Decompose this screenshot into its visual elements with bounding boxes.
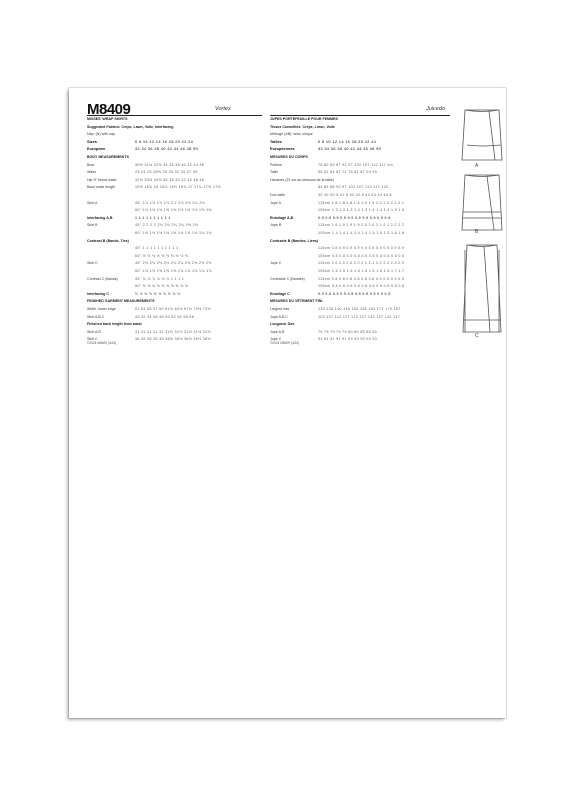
- row-values: 32 34 36 38 40 42 44 46 48 50: [135, 147, 199, 152]
- row-label: BODY MEASUREMENTS: [87, 155, 129, 159]
- row-label: Waist: [87, 170, 96, 175]
- row-values: 23 24 25 26½ 28 30 32 34 37 39: [135, 170, 198, 175]
- row-label: Skirt C: [87, 261, 98, 266]
- table-row: [87, 163, 272, 167]
- table-row: [87, 178, 272, 182]
- table-row: [87, 140, 272, 144]
- table-row: [87, 193, 272, 197]
- row-values: 1 1 1 1 1 1 1 1 1 1: [135, 215, 171, 220]
- row-label: Jupe A,B,C: [270, 314, 288, 319]
- table-row: [87, 117, 272, 121]
- row-label: MISSES' WRAP SKIRTS: [87, 117, 128, 121]
- table-row: [87, 307, 272, 311]
- row-values: 45" 1⅞ 1⅞ 1⅞ 1⅞ 2 2 2⅛ 2⅛ 2¼ 2¼: [135, 200, 206, 205]
- row-values: 60" 1⅝ 1⅝ 1⅝ 1⅝ 1⅝ 1¾ 1¾ 1¾ 1⅞ 1⅞: [135, 269, 212, 273]
- table-row: [87, 201, 272, 205]
- table-row: [270, 292, 455, 296]
- row-values: 60" 1½ 1½ 1½ 1½ 1½ 1⅝ 1⅝ 1⅝ 1¾ 1¾: [135, 231, 212, 235]
- table-row: [87, 132, 272, 136]
- table-row: [270, 147, 455, 151]
- row-label: Contrast B (Bands, Ties): [87, 238, 129, 243]
- table-row: [270, 170, 455, 174]
- row-values: 0.9 0.9 0.9 0.9 0.9 0.9 0.9 0.9 0.9 0.9: [318, 215, 391, 220]
- row-values: 6 8 10 12 14 16 18 20 22 24: [135, 139, 194, 144]
- figure-label-b: B: [475, 229, 479, 235]
- row-values: 31 31 31 31 31 31½ 31½ 31½ 31½ 31½: [135, 329, 211, 334]
- row-label: Dos-taille: [270, 193, 285, 197]
- row-values: 150cm 0.5 0.5 0.5 0.5 0.5 0.5 0.5 0.5 0.5 0.5: [318, 253, 405, 258]
- table-row: [87, 261, 272, 265]
- row-values: 6 8 10 12 14 16 18 20 22 24: [318, 139, 377, 144]
- table-row: [270, 193, 455, 197]
- table-row: [270, 284, 455, 288]
- row-label: Entoilage C: [270, 291, 290, 296]
- row-values: 45" 2 2 2 2 2⅛ 2⅛ 2¼ 2¼ 2⅜ 2⅜: [135, 223, 199, 228]
- table-row: [87, 284, 272, 288]
- table-row: [270, 330, 455, 334]
- header-left-word: Vortex: [215, 106, 231, 112]
- table-row: [270, 269, 455, 273]
- row-label: Skirt A,B,C: [87, 314, 105, 319]
- row-label: Jupe A,B: [270, 329, 285, 334]
- table-row: [87, 216, 272, 220]
- table-row: [87, 155, 272, 159]
- table-row: [270, 155, 455, 159]
- row-values: 32 34 36 38 40 42 44 46 48 50: [318, 147, 382, 152]
- row-label: Contraste B (Bandes, Liens): [270, 238, 319, 243]
- row-label: Back waist length: [87, 185, 115, 190]
- table-row: [270, 246, 455, 250]
- figure-label-c: C: [475, 333, 479, 339]
- table-row: [87, 322, 272, 326]
- row-label: Skirt A: [87, 200, 98, 205]
- left-footer: ©2024 M8409 (4/24): [87, 341, 117, 345]
- table-row: [87, 223, 272, 227]
- row-values: 51 53 55 57 59 61½ 64½ 67½ 70½ 73½: [135, 307, 211, 311]
- table-row: [270, 307, 455, 311]
- table-row: [270, 201, 455, 205]
- row-label: Skirt B: [87, 223, 98, 228]
- pattern-number: M8409: [87, 101, 131, 118]
- table-row: [87, 315, 272, 319]
- table-row: [270, 125, 455, 129]
- row-label: Tailles: [270, 139, 282, 144]
- table-row: [270, 315, 455, 319]
- row-values: 45" 1 1 1 1 1 1 1 1 1 1: [135, 246, 179, 251]
- table-row: [270, 117, 455, 121]
- row-label: Hanches (23 cm au-dessous de la taille): [270, 177, 335, 182]
- row-values: 150cm 1.3 1.3 1.3 1.3 1.3 1.4 1.4 1.4 1.5 1.5: [318, 208, 405, 213]
- table-row: [270, 208, 455, 212]
- row-values: 45" 2⅛ 2⅛ 2⅛ 2⅛ 2¼ 2¼ 2⅜ 2⅜ 2½ 2½: [135, 261, 212, 266]
- table-row: [87, 231, 272, 235]
- row-label: Tissus Conseillés: Crêpe, Linon, Voile: [270, 124, 335, 129]
- technical-sketches: [457, 100, 507, 340]
- table-row: [87, 239, 272, 243]
- row-label: Skirt C: [87, 337, 98, 342]
- row-label: Taille: [270, 170, 279, 175]
- table-row: [270, 299, 455, 303]
- row-label: Bust: [87, 162, 95, 167]
- row-label: Nap: (N) with nap: [87, 132, 115, 137]
- table-row: [87, 299, 272, 303]
- row-values: 60" 1⅜ 1⅜ 1⅜ 1⅜ 1⅜ 1½ 1½ 1½ 1⅝ 1⅝: [135, 208, 212, 213]
- row-values: 30½ 31½ 32½ 34 36 38 40 42 44 46: [135, 162, 205, 167]
- table-row: [270, 261, 455, 265]
- table-row: [270, 132, 455, 136]
- header-right-word: Juicedo: [426, 106, 445, 112]
- row-label: Width, lower edge: [87, 307, 116, 311]
- row-values: 150cm 0.6 0.6 0.6 0.6 0.6 0.6 0.6 0.6 0.6 0.6: [318, 284, 405, 289]
- table-row: [87, 125, 272, 129]
- left-header-rule: [87, 115, 262, 116]
- row-label: FINISHED GARMENT MEASUREMENTS: [87, 299, 155, 304]
- skirt-c-sketch: [463, 245, 501, 332]
- row-values: 115cm 1.8 1.8 1.8 1.8 1.9 1.9 2.0 2.0 2.1 2.1: [318, 200, 405, 205]
- table-row: [270, 254, 455, 258]
- row-label: Européennes: [270, 147, 295, 152]
- right-header-rule: [270, 115, 450, 116]
- skirt-b-sketch: [462, 175, 502, 230]
- row-label: Suggested Fabrics: Crepe, Lawn, Voile, Interfacing: [87, 124, 174, 129]
- right-footer: ©2024 M8409 (4/24): [270, 341, 300, 345]
- table-row: [87, 269, 272, 273]
- row-label: Entoilage A,B: [270, 215, 294, 220]
- row-values: 40 42 44 46 48 50 52 54 56 58: [135, 314, 195, 319]
- row-label: Poitrine: [270, 162, 283, 167]
- row-values: 115cm 2.0 2.0 2.0 2.0 2.1 2.1 2.2 2.2 2.3 2.3: [318, 261, 405, 266]
- row-values: 39 40 40.5 41.5 42 42.5 43 44 44 44.5: [318, 193, 392, 197]
- table-row: [87, 147, 272, 151]
- row-label: Jupe B: [270, 223, 282, 228]
- row-values: ½ ½ ½ ½ ½ ½ ½ ½ ½ ½: [135, 291, 181, 296]
- row-label: Interfacing C: [87, 291, 109, 296]
- table-row: [270, 239, 455, 243]
- french-yardage-column: [270, 117, 455, 352]
- row-values: 102 107 112 117 122 127 132 137 142 147: [318, 314, 401, 319]
- row-label: MESURES DU CORPS: [270, 155, 308, 159]
- row-values: 36 36 36 36 36 36½ 36½ 36½ 36½ 36½: [135, 337, 211, 342]
- row-values: 78 80 83 87 92 97 102 107 112 117 cm: [318, 162, 393, 167]
- row-values: 83 85 88 92 97 102 107 112 117 122: [318, 185, 389, 190]
- row-values: 115cm 0.8 0.8 0.8 0.8 0.8 0.8 0.9 0.9 0.9 0.9: [318, 276, 405, 281]
- table-row: [270, 277, 455, 281]
- table-row: [87, 170, 272, 174]
- row-label: Jupe A: [270, 200, 281, 205]
- row-values: 58 61 64 67 71 76 81 87 94 99: [318, 170, 378, 175]
- row-values: 60" ½ ½ ½ ½ ½ ½ ½ ½ ½ ½: [135, 253, 189, 258]
- table-row: [87, 254, 272, 258]
- row-label: Contraste C (Bandes): [270, 276, 305, 281]
- table-row: [270, 185, 455, 189]
- row-label: European: [87, 147, 105, 152]
- table-row: [87, 246, 272, 250]
- table-row: [270, 223, 455, 227]
- row-label: JUPES PORTEFEUILLE POUR FEMMES: [270, 117, 338, 121]
- table-row: [270, 322, 455, 326]
- row-label: Métrage (AB): sens unique: [270, 132, 313, 137]
- table-row: [87, 185, 272, 189]
- table-row: [270, 163, 455, 167]
- table-row: [87, 208, 272, 212]
- row-label: Hip-9" below waist: [87, 177, 117, 182]
- english-yardage-column: [87, 117, 272, 352]
- table-row: [87, 292, 272, 296]
- row-values: 150cm 1.5 1.5 1.5 1.5 1.5 1.6 1.6 1.6 1.7 1.7: [318, 269, 405, 273]
- row-label: MESURES DU VÊTEMENT FINI: [270, 299, 323, 304]
- table-row: [270, 231, 455, 235]
- row-values: 150cm 1.4 1.4 1.4 1.4 1.4 1.5 1.5 1.5 1.6 1.6: [318, 231, 405, 235]
- row-label: Skirt A,B: [87, 329, 101, 334]
- row-label: Sizes: [87, 139, 97, 144]
- row-values: 79 79 79 79 79 80 80 80 80 80: [318, 329, 378, 334]
- table-row: [270, 216, 455, 220]
- row-values: 115cm 1.9 1.9 1.9 1.9 2.0 2.0 2.1 2.1 2.2 2.2: [318, 223, 405, 228]
- row-values: 60" ⅝ ⅝ ⅝ ⅝ ⅝ ⅝ ⅝ ⅝ ⅝ ⅝: [135, 284, 189, 289]
- row-label: Finished back length from waist: [87, 322, 142, 327]
- figure-label-a: A: [475, 163, 479, 169]
- row-label: Longueur Dos: [270, 322, 295, 327]
- row-values: 115cm 0.9 0.9 0.9 0.9 0.9 0.9 0.9 0.9 0.9 0.9: [318, 246, 405, 251]
- table-row: [87, 277, 272, 281]
- skirt-a-sketch: [462, 110, 502, 160]
- row-values: 91 91 91 91 91 93 93 93 93 93: [318, 337, 378, 342]
- table-row: [270, 140, 455, 144]
- table-row: [270, 178, 455, 182]
- table-row: [87, 330, 272, 334]
- row-label: Contrast C (Bands): [87, 276, 118, 281]
- row-values: 130 135 140 145 150 156 164 171 179 187: [318, 307, 401, 311]
- row-values: 0.5 0.5 0.5 0.5 0.5 0.5 0.5 0.5 0.5 0.5: [318, 291, 391, 296]
- row-values: 32½ 33½ 34½ 36 38 40 42 44 46 48: [135, 177, 205, 182]
- row-label: Jupe C: [270, 337, 282, 342]
- row-values: 15½ 15¾ 16 16¼ 16½ 16¾ 17 17¼ 17⅜ 17½: [135, 185, 221, 190]
- row-label: Interfacing A,B: [87, 215, 113, 220]
- row-label: Jupe C: [270, 261, 282, 266]
- row-values: 45" ⅞ ⅞ ⅞ ⅞ ⅞ ⅞ 1 1 1 1: [135, 276, 185, 281]
- row-label: Largeur bas: [270, 307, 290, 311]
